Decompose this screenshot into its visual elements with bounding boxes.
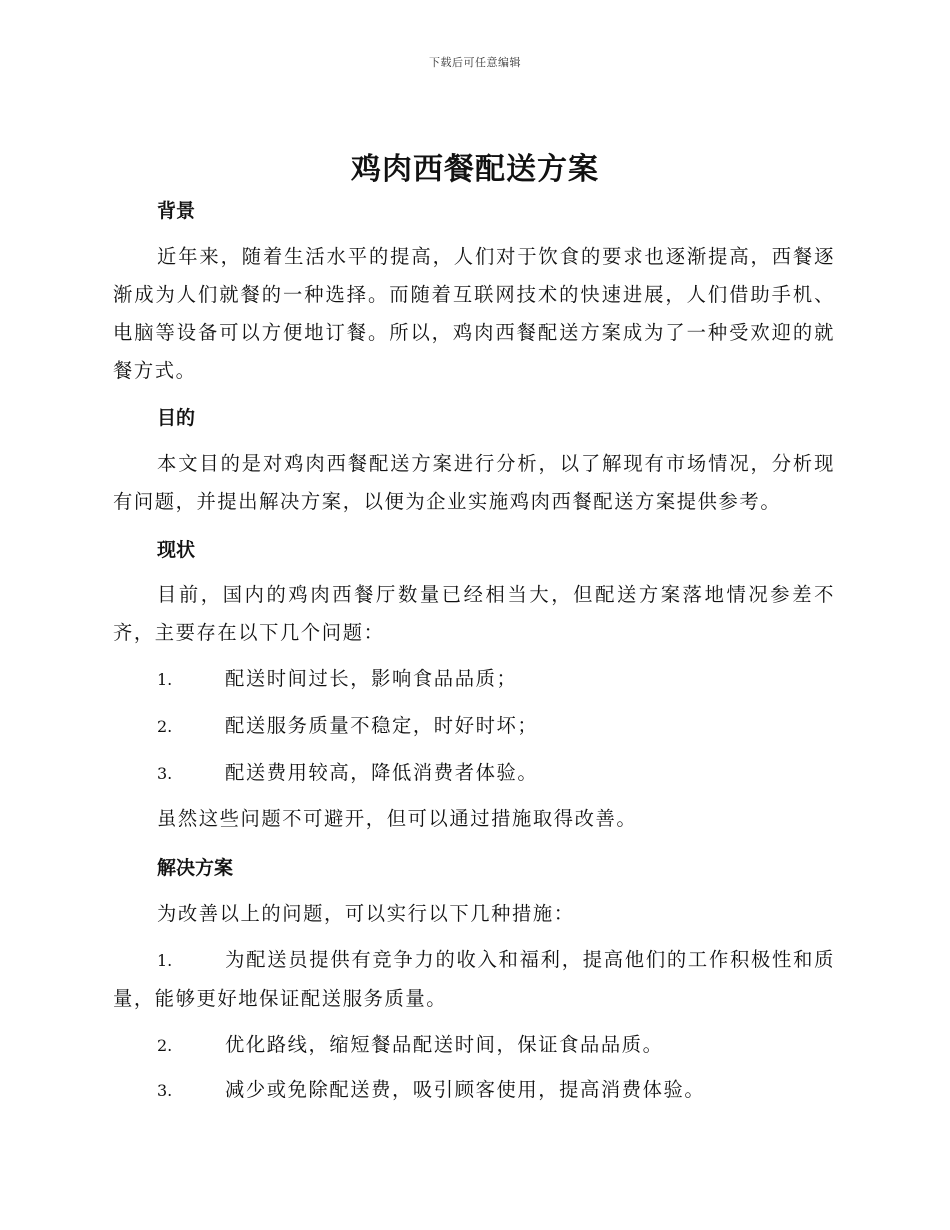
status-list-item	[113, 754, 835, 793]
section-heading-background: 背景	[157, 200, 196, 222]
list-item-text: 减少或免除配送费，吸引顾客使用，提高消费体验。	[225, 1078, 706, 1101]
page-header-note: 下载后可任意编辑	[429, 56, 521, 69]
background-paragraph: 近年来，随着生活水平的提高，人们对于饮食的要求也逐渐提高，西餐逐渐成为人们就餐的一种选择。而随着互联网技术的快速进展，人们借助手机、电脑等设备可以方便地订餐。所以，鸡肉西餐配送方案成为了一种受欢迎的就餐方式。	[113, 245, 835, 382]
list-item-number: 1.	[157, 670, 173, 689]
list-item-number: 3.	[157, 1081, 173, 1100]
list-item-number: 2.	[157, 717, 173, 736]
document-title: 鸡肉西餐配送方案	[351, 152, 599, 187]
section-heading-purpose: 目的	[157, 407, 196, 429]
solution-intro-text: 为改善以上的问题，可以实行以下几种措施：	[157, 902, 575, 925]
purpose-paragraph: 本文目的是对鸡肉西餐配送方案进行分析，以了解现有市场情况，分析现有问题，并提出解决方案，以便为企业实施鸡肉西餐配送方案提供参考。	[113, 452, 835, 513]
solution-list-item	[113, 1071, 835, 1110]
list-item-text: 配送服务质量不稳定，时好时坏；	[225, 714, 539, 737]
solution-list-item	[113, 941, 835, 1018]
list-item-number: 2.	[157, 1036, 173, 1055]
status-closing-text: 虽然这些问题不可避开，但可以通过措施取得改善。	[157, 807, 638, 830]
status-list-item	[113, 660, 835, 699]
list-item-text: 配送费用较高，降低消费者体验。	[225, 761, 539, 784]
section-heading-solution: 解决方案	[157, 857, 234, 879]
list-item-number: 3.	[157, 764, 173, 783]
section-heading-status: 现状	[157, 539, 196, 561]
list-item-number: 1.	[157, 951, 173, 970]
list-item-text: 配送时间过长，影响食品品质；	[225, 667, 518, 690]
list-item-text: 优化路线，缩短餐品配送时间，保证食品品质。	[225, 1033, 664, 1056]
status-list-item	[113, 707, 835, 746]
list-item-text: 为配送员提供有竞争力的收入和福利，提高他们的工作积极性和质量，能够更好地保证配送服务质量。	[113, 948, 835, 1010]
solution-list-item	[113, 1026, 835, 1065]
status-paragraph: 目前，国内的鸡肉西餐厅数量已经相当大，但配送方案落地情况参差不齐，主要存在以下几个问题：	[113, 583, 835, 644]
